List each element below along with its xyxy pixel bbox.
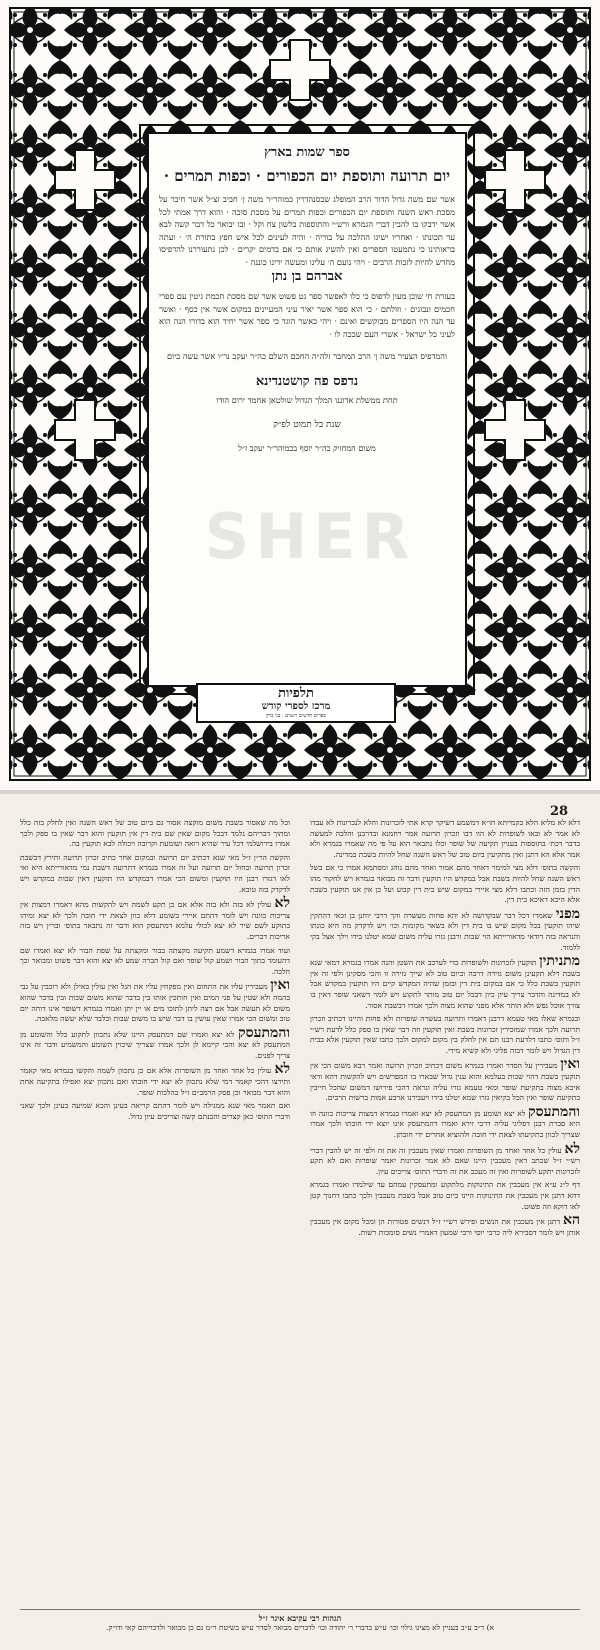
paragraph-text: ובגמרא שאלו מאי טעמא דרבנן דאמרו ותרועה בעשרה שופרות ולא פחות והיינו דכתיב וזכרון תרועה ולכך אמרו שמזכירין זכרונות בשבת ואין תוקעין וזה דבר שאין בו ספק כלל לדעת רש״י ז״ל ותוס׳ כתבו דלדעת רבנו תם אין לחלק בין מקום למקום ולכך כתבו שאין תוקעין אלא בבית דין הגדול ויש לומר דבזה פליגי ולא קשיא מידי. bbox=[310, 1014, 580, 1055]
paragraph-text: לא יצא ואמרו שם דמתעסק היינו שלא נתכוון לתקוע כלל והשומע מן המתעסק לא יצא והכי קיימא לן ולכך אמרו שצריך שיכוין השומע והמשמיע ודבר זה אינו צריך לפנים. bbox=[20, 1029, 290, 1060]
left-column bbox=[20, 818, 290, 1613]
text-page bbox=[0, 790, 600, 1650]
lead-word: והמתעסק bbox=[238, 1024, 290, 1041]
page-number: 28 bbox=[550, 804, 569, 819]
sultan-line: תחת ממשלת אדוננו המלך הגדול שולטאן אחמד ירום הודו bbox=[216, 394, 398, 405]
paragraph-text: עולין כל אחד ואחד מן השופרות אלא אם כן נתכוון לשמה והקשו בגמרא מאי קאמר ותירצו דהכי קאמר דמי שלא נתכוון לא יצא ידי חובתו ואם נתכוון יצא ואפילו בתקיעה אחת והוא דבר מבואר וכן פסק הרמב״ם ז״ל בהלכות שופר. bbox=[20, 1066, 290, 1097]
paragraph-text: שאמרו דכל דבר שבקדושה לא יהא פחות מעשרה והך דרבי יוחנן בן זכאי דהתקין שיהו תוקעין בכל מקום שיש בו בית דין ולא בשאר מקומות וכו׳ ויש לדקדק מה היא כונתו והנראה בזה דודאי מדאורייתא הוי שבות ורבנן גזרו עליה משום שמא יטלנו בידו וילך אצל בקי ללמוד. bbox=[310, 910, 580, 952]
paragraph-text: והקשה הר״ן ז״ל מאי שנא דכתיב יום תרועה ובמקום אחר כתיב זכרון תרועה ותירץ דבשבת זכרון תרועה ובחול יום תרועה ועל זה אמרו בגמרא דתרועה דשבת נמי מדאורייתא היא ואי לאו דגזרו רבנן היו תוקעין ומשום הכי אמרו דבמקדש היו תוקעין דאין שבות במקדש ויש לדקדק בזה טובא. bbox=[20, 852, 290, 894]
footnote-area bbox=[20, 1609, 580, 1633]
paragraph-text: לא יצא ושומע מן המתעסק לא יצא ואמרו בגמרא דמצות צריכות כוונה וזו היא סברת רבנן דפליגי עליה דרבי זירא ואמרו דהמתעסק אינו יוצא ידי חובתו ולכך אמרו שצריך לכוון בתקיעתו לצאת ידי חובה ולהוציא אחרים ידי חובתן. bbox=[310, 1108, 580, 1140]
paragraph bbox=[310, 1180, 580, 1212]
lead-word: מתניתין bbox=[539, 953, 580, 970]
stamp-main: מרכז לספרי קודש bbox=[261, 701, 331, 712]
lead-word: ואין bbox=[560, 1056, 580, 1073]
paragraph bbox=[310, 1103, 580, 1141]
lead-word: לא bbox=[274, 1061, 290, 1078]
paragraph bbox=[20, 853, 290, 895]
right-column bbox=[310, 818, 580, 1613]
lead-word: ואין bbox=[270, 977, 290, 994]
paragraph-text: עולין לא בזה ולא בזה אלא אם כן תקע לשמה ויש להקשות מהא דאמרו דמצות אין צריכות כוונה ויש לומר דהתם איירי בשומע דלא כוון לצאת ידי חובה ולכך לא יצא ומיהו בתוקע לשם שיר לא יצא לכולי עלמא דמתעסק הוא ודבר זה נתבאר בתוס׳ ובר״ן ויש בזה אריכות דברים. bbox=[20, 900, 290, 941]
paragraph-text: דלא לא מליא הלא בקמייתא הו״א דמשמע דשיקר קרא אתי לזכרונות והלא לנכרונות לא עבדו לא אמר לא ובאו לשופרות לא הוו דבו וזכרון תרועה אמר רחמנא ובדרבנן והלכה למעשה בדבר דכת׳ בתוספות בעניין תקיעה של שופר וכלו נתבאר הוא על פי מה שאמרו בגמרא ולא אמר אלא הא דתנן ואין מתקיעין ביום טוב של ראש השנה שחל להיות בשבת במדינה. bbox=[310, 818, 580, 859]
paragraph-text: מעבירין על הסדר ואמרו בגמרא משום דכתיב וזכרון תרועה ואמר רבא משום הכי אין תוקעין בשבת דהוי שבות בעלמא והוא ענין גדול שבארו בו המפרשים ויש להקשות דהא ודאי איכא מצוה בתקיעת שופר ומאי טעמא גזרו עליה ונראה דהכי פירושו דמשום שהכל חייבין בתקיעת שופר ואין הכל בקיאין גזרו שמא יטלנו בידו ויעבירנו ארבע אמות ברשות הרבים. bbox=[310, 1061, 580, 1103]
paragraph-text: מעבירין עליו את התחום ואין מפקחין עליו את הגל ואין עולין באילן ולא רוכבין על גבי בהמה ולא שטין על פני המים ואין חותכין אותו בין בדבר שהוא משום שבות ובין בדבר שהוא משום לא תעשה אבל אם רצה ליתן לתוכו מים או יין יתן ואמרו בגמרא דשופר אינו דוחה יום טוב ומשום הכי אמרו שאין עושין בו דבר שיש בו משום שבות ובלבד שלא יעשה מלאכה. bbox=[20, 982, 290, 1024]
paragraph bbox=[310, 953, 580, 1011]
publisher-stamp bbox=[196, 683, 396, 723]
paragraph bbox=[20, 1024, 290, 1062]
book-description: אשר שם משה גדול הדור הרב המופלג שבסנהדרין כמוהר״ר משה ן׳ חביב זצ״ל אשר חיבר על מסכת ראש השנה ותוספת יום הכפורים וכפות תמרים על מסכת סוכה · והוא דרך אמתי לכל אשר ידבקו בו להבין דברי הגמרא ורש״י והתוספות בלשון צח וקל · ובו יבואר כל דבר קשה לבא עד תכונתו · ואחריו ישיגו ההלכה על בוריה · והיה לעינים לכל איש חפץ בתורת ה׳ · ועתה בראותינו כי נתמעטו הספרים ואין להשיג אותם כי אם בדמים יקרים · לכן נתעוררנו להדפיסו מחדש להיות לזכות הרבים · ויהי נועם ה׳ עלינו ומעשה ידינו כוננה · bbox=[159, 194, 455, 267]
paragraph-text: ועוד אמרו בגמרא דשמע תקיעה מקצתה בבור ומקצתה על שפת הבור לא יצא ואמרו שם דהעומד בתוך הבור ושמע קול שופר ואם קול הברה שמע לא יצא והוא דבר פשוט ומבואר וכך הלכה. bbox=[20, 945, 290, 976]
paragraph bbox=[20, 1061, 290, 1098]
paragraph bbox=[20, 818, 290, 850]
paragraph-text: דתנן אין מעכבין את הנשים ופירש רש״י ז״ל דנשים פטורות הן ומכל מקום אין מעכבין אותן ויש לומר דסבירא ליה כרבי יוסי ורבי שמעון דאמרי נשים סומכות רשות. bbox=[310, 1217, 580, 1237]
lead-word: הא bbox=[562, 1212, 580, 1229]
paragraph-text: וכל מה שאסור בשבת משום מוקצה אסור גם ביום טוב של ראש השנה ואין לחלק בזה כלל ומתוך דבריהם נלמד דבכל מקום שאין שם בית דין אין תוקעין והוא דבר שאין בו ספק ולכך אמרו בירושלמי דכל עיר שהיא רואה ושומעת וקרובה ויכולה לבא תוקעין בה. bbox=[20, 818, 290, 849]
footnote-title: הגהות רבי עקיבא איגר ז״ל bbox=[258, 1613, 342, 1623]
paragraph bbox=[310, 818, 580, 860]
paragraph bbox=[20, 1101, 290, 1122]
book-description-2: בעזרת חי שוכן מעון לדפוס כי כלו לאפשר ספר גט פשוט אשר שם מסכת חכמת גיטין עם ספרי חכמים ונבונים · וזולתם · כי הוא ספר אשר יאיר עיני המעיינים במקום אשר אין כסף · ואשר עד הנה היו הספרים מבוקשים ואינם · ויהי כאשר הוגד כי ספר אשר יחיד הוא בדורו הנה הוא לעיני כל ישראל · אשרי העם שככה לו · bbox=[159, 291, 455, 339]
title-page bbox=[0, 0, 600, 790]
paragraph bbox=[310, 1212, 580, 1238]
publisher-line: משום המחזיק כה״ר יוסף בכמוהר״ר יעקב ז״ל bbox=[238, 443, 376, 453]
footnote-text: א) ר״ב ע״ב בעניין לא מצינו גילוי וכו׳ ע״ש בדברי ר׳ יהודה וכו׳ לדברים מבואר לסדר ע״ש בשיטת ר״מ גם כן מבואר ולדבריהם קאי ודו״ק. bbox=[105, 1623, 495, 1632]
paragraph-text: ואם תאמר מאי שנא ממגילה ויש לומר דהתם קריאה בעינן והכא שמיעה בעינן ולכך שאני ודברי התוס׳ כאן קצרים והבנתם קשה וצריכים עיון גדול. bbox=[20, 1101, 290, 1121]
printer-note: והמדפיס הצעיר משה ן׳ הרב המחבר זלה״ה החכם השלם כה״ר יעקב נר״ו אשר עשה ביום bbox=[166, 351, 448, 361]
lead-word: מפני bbox=[555, 905, 580, 922]
paragraph bbox=[310, 863, 580, 905]
paragraph bbox=[20, 977, 290, 1024]
book-subtitle: יום תרועה ותוספת יום הכפורים · וכפות תמרים · bbox=[163, 167, 451, 185]
paragraph-text: תוקעין לזכרונות ולשופרות כדי לערבב את השטן והנה אמרו בגמרא דמאי שנא בשבת דלא תקעינן משום גזירה דרבה וביום טוב לא שייך גזירה זו והכי מסקינן ולפי זה אין תוקעין בשבת כלל כי אם במקום בית דין ובזמן שהיה המקדש קיים היו תוקעין במקדש אבל לא במדינה והדבר צריך עיון כיון דבכל יום טוב מותר לתקוע ויש לומר דשאני שופר דאין בו צורך אוכל נפש ולא הותר אלא מפני שהוא מצוה ולכך אמרו דבשבת אסור. bbox=[310, 958, 580, 1010]
lead-word: לא bbox=[564, 1140, 580, 1157]
paragraph bbox=[20, 895, 290, 942]
paragraph bbox=[20, 946, 290, 978]
title-panel bbox=[147, 132, 467, 687]
lead-word: לא bbox=[274, 895, 290, 912]
paragraph bbox=[310, 1014, 580, 1056]
paragraph-text: והקשה בתוס׳ דלא מצי למימר דאחד מהם אמור ואחד מהם נוהג ומסתמא אמרו כי אם בשל ראש השנה שחל להיות בשבת אבל במקדש היו תוקעין ודבר זה מבואר בגמרא ויש לחקור מהו הדין בזמן הזה וכתבו דלא מצי איירי במקום שיש בית דין קבוע ועל כן אין אנו תוקעין בשבת אלא היכא דאיכא בית דין. bbox=[310, 863, 580, 905]
paragraph-text: דף ל״ג ע״א אין מעכבין את התינוקות מלתקוע ומתעסקין עמהם עד שילמדו ואמרו בגמרא דהא דתנן אין מעכבין את התינוקות היינו ביום טוב אבל בשבת מעכבין ולכך כתבו דחנוך קטן לאו דוקא וזה פשוט. bbox=[310, 1180, 580, 1211]
year-line: שנת בל תמוט לפ״ק bbox=[273, 419, 341, 430]
printed-at: נדפס פה קושטנדינא bbox=[255, 373, 359, 389]
paragraph-text: עולין כל אחד ואחד מן השופרות ואמרו שאין מעכבין זה את זה ולפי זה יש להבין דברי רש״י ז״ל שכתב דאין מעכבין היינו שאם לא אמר זכרונות יאמר שופרות ואם לא תקע לזכרונות יתקע לשופרות ואין זה מעכב את זה ודברי התוס׳ צריכים עיון. bbox=[310, 1145, 580, 1176]
lead-word: והמתעסק bbox=[528, 1103, 580, 1120]
author-name: אברהם בן נתן bbox=[271, 269, 343, 284]
watermark: SHER bbox=[204, 500, 416, 573]
stamp-small: ספרים חדשים וישנים · בני ברק bbox=[265, 713, 327, 719]
book-name: ספר שמות בארץ bbox=[264, 145, 350, 160]
paragraph bbox=[310, 1140, 580, 1178]
paragraph bbox=[310, 905, 580, 953]
stamp-top: תלפיות bbox=[278, 686, 314, 701]
paragraph bbox=[310, 1056, 580, 1103]
